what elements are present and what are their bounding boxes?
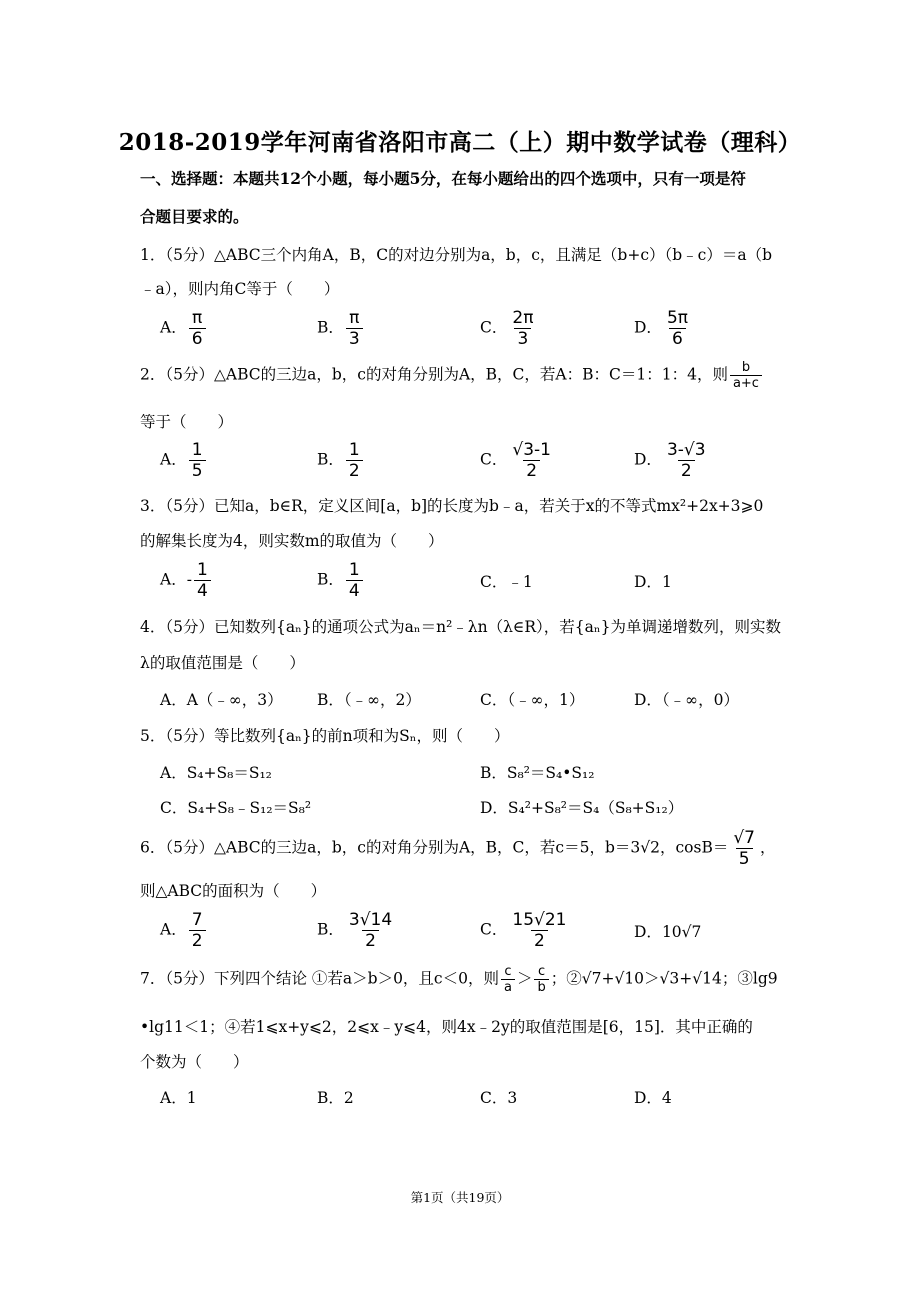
q2-option-a: A． $\frac{1}{5}$	[160, 440, 208, 481]
q5-option-a: A．S₄+S₈＝S₁₂	[160, 764, 272, 782]
q3-option-d: D．1	[634, 573, 672, 591]
q2-stem-line2: 等于（ ）	[140, 413, 234, 431]
fraction: $\frac{5\pi}{6}$	[666, 308, 688, 349]
page-title: 2018-2019学年河南省洛阳市高二（上）期中数学试卷（理科）	[118, 129, 802, 156]
q2-option-d: D． $\frac{3-√3}{2}$	[634, 440, 706, 481]
section-heading-line2: 合题目要求的。	[140, 207, 249, 226]
q1-option-c	[480, 308, 538, 349]
q4-option-a: A．A（﹣∞，3）	[160, 691, 283, 709]
q4-option-b: B．（﹣∞，2）	[317, 691, 421, 709]
q3-option-a: A．- $\frac{1}{4}$	[160, 560, 213, 601]
q3-option-b: B． $\frac{1}{4}$	[317, 560, 365, 601]
q3-stem-line2: 的解集长度为4，则实数m的取值为（ ）	[140, 532, 444, 550]
q6-stem-line2: 则△ABC的面积为（ ）	[140, 882, 327, 900]
q4-stem-line1: 4．（5分）已知数列{aₙ}的通项公式为aₙ＝n²﹣λn（λ∈R），若{aₙ}为单调递增数列，则实数	[140, 618, 781, 636]
fraction: $\frac{\pi}{3}$	[346, 308, 363, 349]
q7-stem-line1: 7．（5分）下列四个结论 ①若a＞b＞0，且c＜0，则 $\frac{c}{a}$ ＞ $\frac{c}{b}$ ；②√7+√10＞√3+√14；③lg9	[140, 964, 778, 995]
q1-stem-line2: ﹣a），则内角C等于（ ）	[140, 280, 340, 298]
option-label: C．	[480, 318, 508, 337]
q6-option-c: C． $\frac{15√21}{2}$	[480, 910, 567, 951]
q4-option-c: C．（﹣∞，1）	[480, 691, 585, 709]
q6-option-a: A． $\frac{7}{2}$	[160, 910, 208, 951]
q7-option-c: C．3	[480, 1089, 518, 1107]
q6-stem-line1: 6．（5分）△ABC的三边a，b，c的对角分别为A，B，C，若c＝5，b＝3√2，cosB＝ $\frac{√7}{5}$ ，	[140, 828, 776, 869]
q3-stem-line1: 3．（5分）已知a，b∈R，定义区间[a，b]的长度为b﹣a，若关于x的不等式mx²+2x+3⩾0	[140, 497, 764, 515]
q6-option-b: B． $\frac{3√14}{2}$	[317, 910, 393, 951]
q1-option-a	[160, 308, 208, 349]
q7-stem-line3: 个数为（ ）	[140, 1053, 249, 1071]
option-label: B．	[317, 318, 344, 337]
q4-option-d: D．（﹣∞，0）	[634, 691, 739, 709]
q1-option-b	[317, 308, 365, 349]
fraction: $\frac{2\pi}{3}$	[512, 308, 534, 349]
q7-option-d: D．4	[634, 1089, 672, 1107]
q5-option-d: D．S₄²+S₈²＝S₄（S₈+S₁₂）	[480, 799, 684, 817]
q6-option-d: D．10√7	[634, 923, 702, 941]
option-label: A．	[160, 318, 187, 337]
fraction: $\frac{b}{a+c}$	[730, 360, 762, 391]
option-label: D．	[634, 318, 662, 337]
q1-stem-line1: 1．（5分）△ABC三个内角A，B，C的对边分别为a，b，c，且满足（b+c）（b﹣c）＝a（b	[140, 246, 773, 264]
q7-stem-line2: •lg11＜1；④若1⩽x+y⩽2，2⩽x﹣y⩽4，则4x﹣2y的取值范围是[6，15]．其中正确的	[140, 1018, 753, 1036]
q7-option-b: B．2	[317, 1089, 354, 1107]
q5-option-c: C．S₄+S₈﹣S₁₂＝S₈²	[160, 799, 312, 817]
q2-stem-line1: 2．（5分）△ABC的三边a，b，c的对角分别为A，B，C，若A：B：C＝1：1：4，则 $\frac{b}{a+c}$	[140, 360, 764, 391]
q4-stem-line2: λ的取值范围是（ ）	[140, 654, 305, 672]
fraction: $\frac{\pi}{6}$	[189, 308, 206, 349]
q3-option-c: C．﹣1	[480, 573, 533, 591]
q5-stem-line1: 5．（5分）等比数列{aₙ}的前n项和为Sₙ，则（ ）	[140, 727, 510, 745]
page-footer: 第1页（共19页）	[410, 1190, 510, 1205]
q7-option-a: A．1	[160, 1089, 197, 1107]
q5-option-b: B．S₈²＝S₄•S₁₂	[480, 764, 595, 782]
q2-option-b: B． $\frac{1}{2}$	[317, 440, 365, 481]
q1-option-d	[634, 308, 693, 349]
section-heading-line1: 一、选择题：本题共12个小题，每小题5分，在每小题给出的四个选项中，只有一项是符	[140, 169, 746, 188]
q2-option-c: C． $\frac{√3-1}{2}$	[480, 440, 551, 481]
